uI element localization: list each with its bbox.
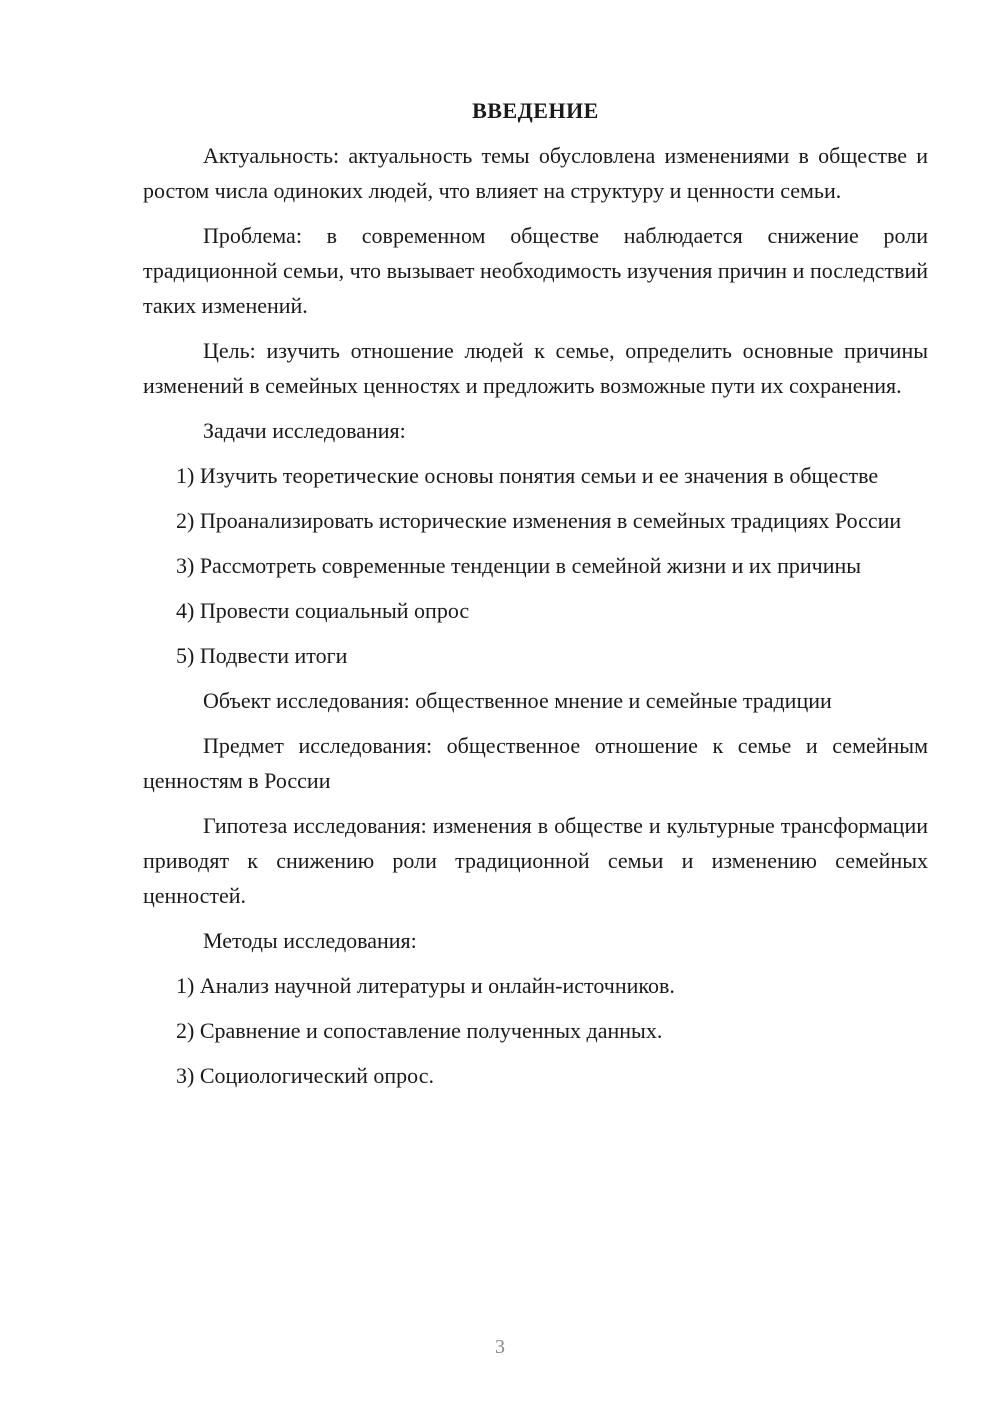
task-item: 2) Проанализировать исторические изменения в семейных традициях России xyxy=(176,508,902,533)
task-item: 1) Изучить теоретические основы понятия семьи и ее значения в обществе xyxy=(176,463,879,488)
method-item: 1) Анализ научной литературы и онлайн-источников. xyxy=(176,973,675,998)
page-title: ВВЕДЕНИЕ xyxy=(472,98,599,123)
task-item: 4) Провести социальный опрос xyxy=(176,598,470,623)
page-number: 3 xyxy=(495,1336,505,1358)
problem-paragraph: Проблема: в современном обществе наблюдается снижение роли традиционной семьи, что вызывает необходимость изучения причин и последствий таких изменений. xyxy=(143,223,928,318)
document-body xyxy=(143,96,928,1103)
goal-paragraph: Цель: изучить отношение людей к семье, определить основные причины изменений в семейных ценностях и предложить возможные пути их сохранения. xyxy=(143,338,928,398)
method-item: 2) Сравнение и сопоставление полученных данных. xyxy=(176,1018,663,1043)
task-item: 3) Рассмотреть современные тенденции в семейной жизни и их причины xyxy=(176,553,862,578)
method-item: 3) Социологический опрос. xyxy=(176,1063,434,1088)
subject-paragraph: Предмет исследования: общественное отношение к семье и семейным ценностям в России xyxy=(143,733,928,793)
object-paragraph: Объект исследования: общественное мнение и семейные традиции xyxy=(203,688,832,713)
task-item: 5) Подвести итоги xyxy=(176,643,348,668)
relevance-paragraph: Актуальность: актуальность темы обусловлена изменениями в обществе и ростом числа одиноких людей, что влияет на структуру и ценности семьи. xyxy=(143,143,928,203)
hypothesis-paragraph: Гипотеза исследования: изменения в обществе и культурные трансформации приводят к снижению роли традиционной семьи и изменению семейных ценностей. xyxy=(143,813,928,908)
tasks-heading: Задачи исследования: xyxy=(203,418,406,443)
methods-heading: Методы исследования: xyxy=(203,928,417,953)
